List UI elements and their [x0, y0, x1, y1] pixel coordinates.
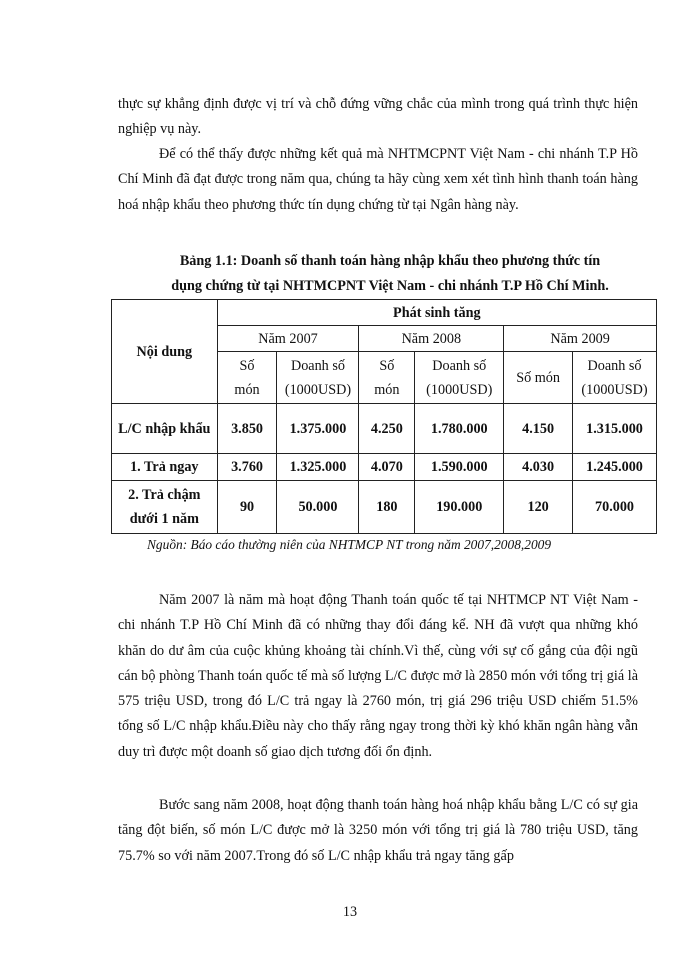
- subheader-count-2007: [217, 352, 277, 404]
- cell-value: 70.000: [573, 481, 657, 534]
- subheader-count-line-1: Số: [239, 357, 255, 374]
- subheader-sales-line-1: Doanh số: [587, 357, 642, 374]
- cell-value: 190.000: [415, 481, 504, 534]
- subheader-sales-line-2: (1000USD): [426, 381, 493, 398]
- table-caption-line-2: dụng chứng từ tại NHTMCPNT Việt Nam - chi nhánh T.P Hồ Chí Minh.: [171, 278, 609, 294]
- subheader-sales-2008: [415, 352, 504, 404]
- subheader-count-2009: Số món: [504, 352, 573, 404]
- table-source-note: Nguồn: Báo cáo thường niên của NHTMCP NT trong năm 2007,2008,2009: [147, 537, 552, 552]
- subheader-sales-2009: [573, 352, 657, 404]
- cell-value: 1.245.000: [573, 454, 657, 481]
- row-label: 1. Trả ngay: [112, 454, 218, 481]
- subheader-sales-line-2: (1000USD): [284, 381, 352, 398]
- cell-value: 4.070: [359, 454, 415, 481]
- cell-value: 1.325.000: [277, 454, 359, 481]
- subheader-sales-line-1: Doanh số: [432, 357, 487, 374]
- cell-value: 120: [504, 481, 573, 534]
- subheader-count-line-2: món: [234, 381, 260, 398]
- paragraph-2008: Bước sang năm 2008, hoạt động thanh toán hàng hoá nhập khẩu bằng L/C có sự gia tăng đột biến, số món L/C được mở là 3250 món với tổng trị giá là 780 triệu USD, tăng 75.7% so với năm 2007.Trong đó số L/C nhập khẩu trả ngay tăng gấp: [118, 797, 638, 864]
- year-header-2008: Năm 2008: [359, 326, 504, 352]
- cell-value: 90: [217, 481, 277, 534]
- cell-value: 3.850: [217, 404, 277, 454]
- subheader-count-line-2: món: [374, 381, 400, 398]
- subheader-sales-2007: [277, 352, 359, 404]
- table-caption-line-1: Bảng 1.1: Doanh số thanh toán hàng nhập khẩu theo phương thức tín: [179, 253, 601, 269]
- paragraph-intro: Để có thể thấy được những kết quả mà NHTMCPNT Việt Nam - chi nhánh T.P Hồ Chí Minh đã đạt được trong năm qua, chúng ta hãy cùng xem xét tình hình thanh toán hàng hoá nhập khẩu theo phương thức tín dụng chứng từ tại Ngân hàng này.: [118, 146, 638, 213]
- cell-value: 1.590.000: [415, 454, 504, 481]
- import-payment-table: [111, 299, 657, 534]
- paragraph-continuation: thực sự khẳng định được vị trí và chỗ đứng vững chắc của mình trong quá trình thực hiện nghiệp vụ này.: [118, 96, 638, 138]
- group-header-cell: Phát sinh tăng: [217, 300, 656, 326]
- table-row: [112, 481, 657, 534]
- row-label: L/C nhập khẩu: [112, 404, 218, 454]
- paragraph-2007: Năm 2007 là năm mà hoạt động Thanh toán quốc tế tại NHTMCP NT Việt Nam - chi nhánh T.P Hồ Chí Minh đã có những thay đổi đáng kể. NH đã vượt qua những khó khăn do dư âm của cuộc khủng khoảng tài chính.Vì thế, cùng với sự cố gắng của đội ngũ cán bộ phòng Thanh toán quốc tế mà số lượng L/C được mở là 2850 món với tổng trị giá là 575 triệu USD, trong đó L/C trả ngay là 2760 món, trị giá 296 triệu USD chiếm 51.5% tổng số L/C nhập khẩu.Điều này cho thấy rằng ngay trong thời kỳ khó khăn ngân hàng vẫn duy trì được một doanh số giao dịch tương đối ổn định.: [118, 592, 638, 760]
- cell-value: 50.000: [277, 481, 359, 534]
- row-header-cell: Nội dung: [112, 300, 218, 404]
- cell-value: 4.030: [504, 454, 573, 481]
- subheader-sales-line-1: Doanh số: [290, 357, 345, 374]
- cell-value: 4.150: [504, 404, 573, 454]
- year-header-2007: Năm 2007: [217, 326, 359, 352]
- cell-value: 3.760: [217, 454, 277, 481]
- cell-value: 1.780.000: [415, 404, 504, 454]
- cell-value: 180: [359, 481, 415, 534]
- row-label: 2. Trả chậm dưới 1 năm: [112, 481, 218, 534]
- page-number: 13: [342, 904, 358, 920]
- subheader-sales-line-2: (1000USD): [581, 381, 648, 398]
- cell-value: 1.375.000: [277, 404, 359, 454]
- table-row: [112, 454, 657, 481]
- year-header-2009: Năm 2009: [504, 326, 657, 352]
- subheader-count-2008: [359, 352, 415, 404]
- table-row: [112, 404, 657, 454]
- subheader-count-line-1: Số: [379, 357, 395, 374]
- cell-value: 1.315.000: [573, 404, 657, 454]
- cell-value: 4.250: [359, 404, 415, 454]
